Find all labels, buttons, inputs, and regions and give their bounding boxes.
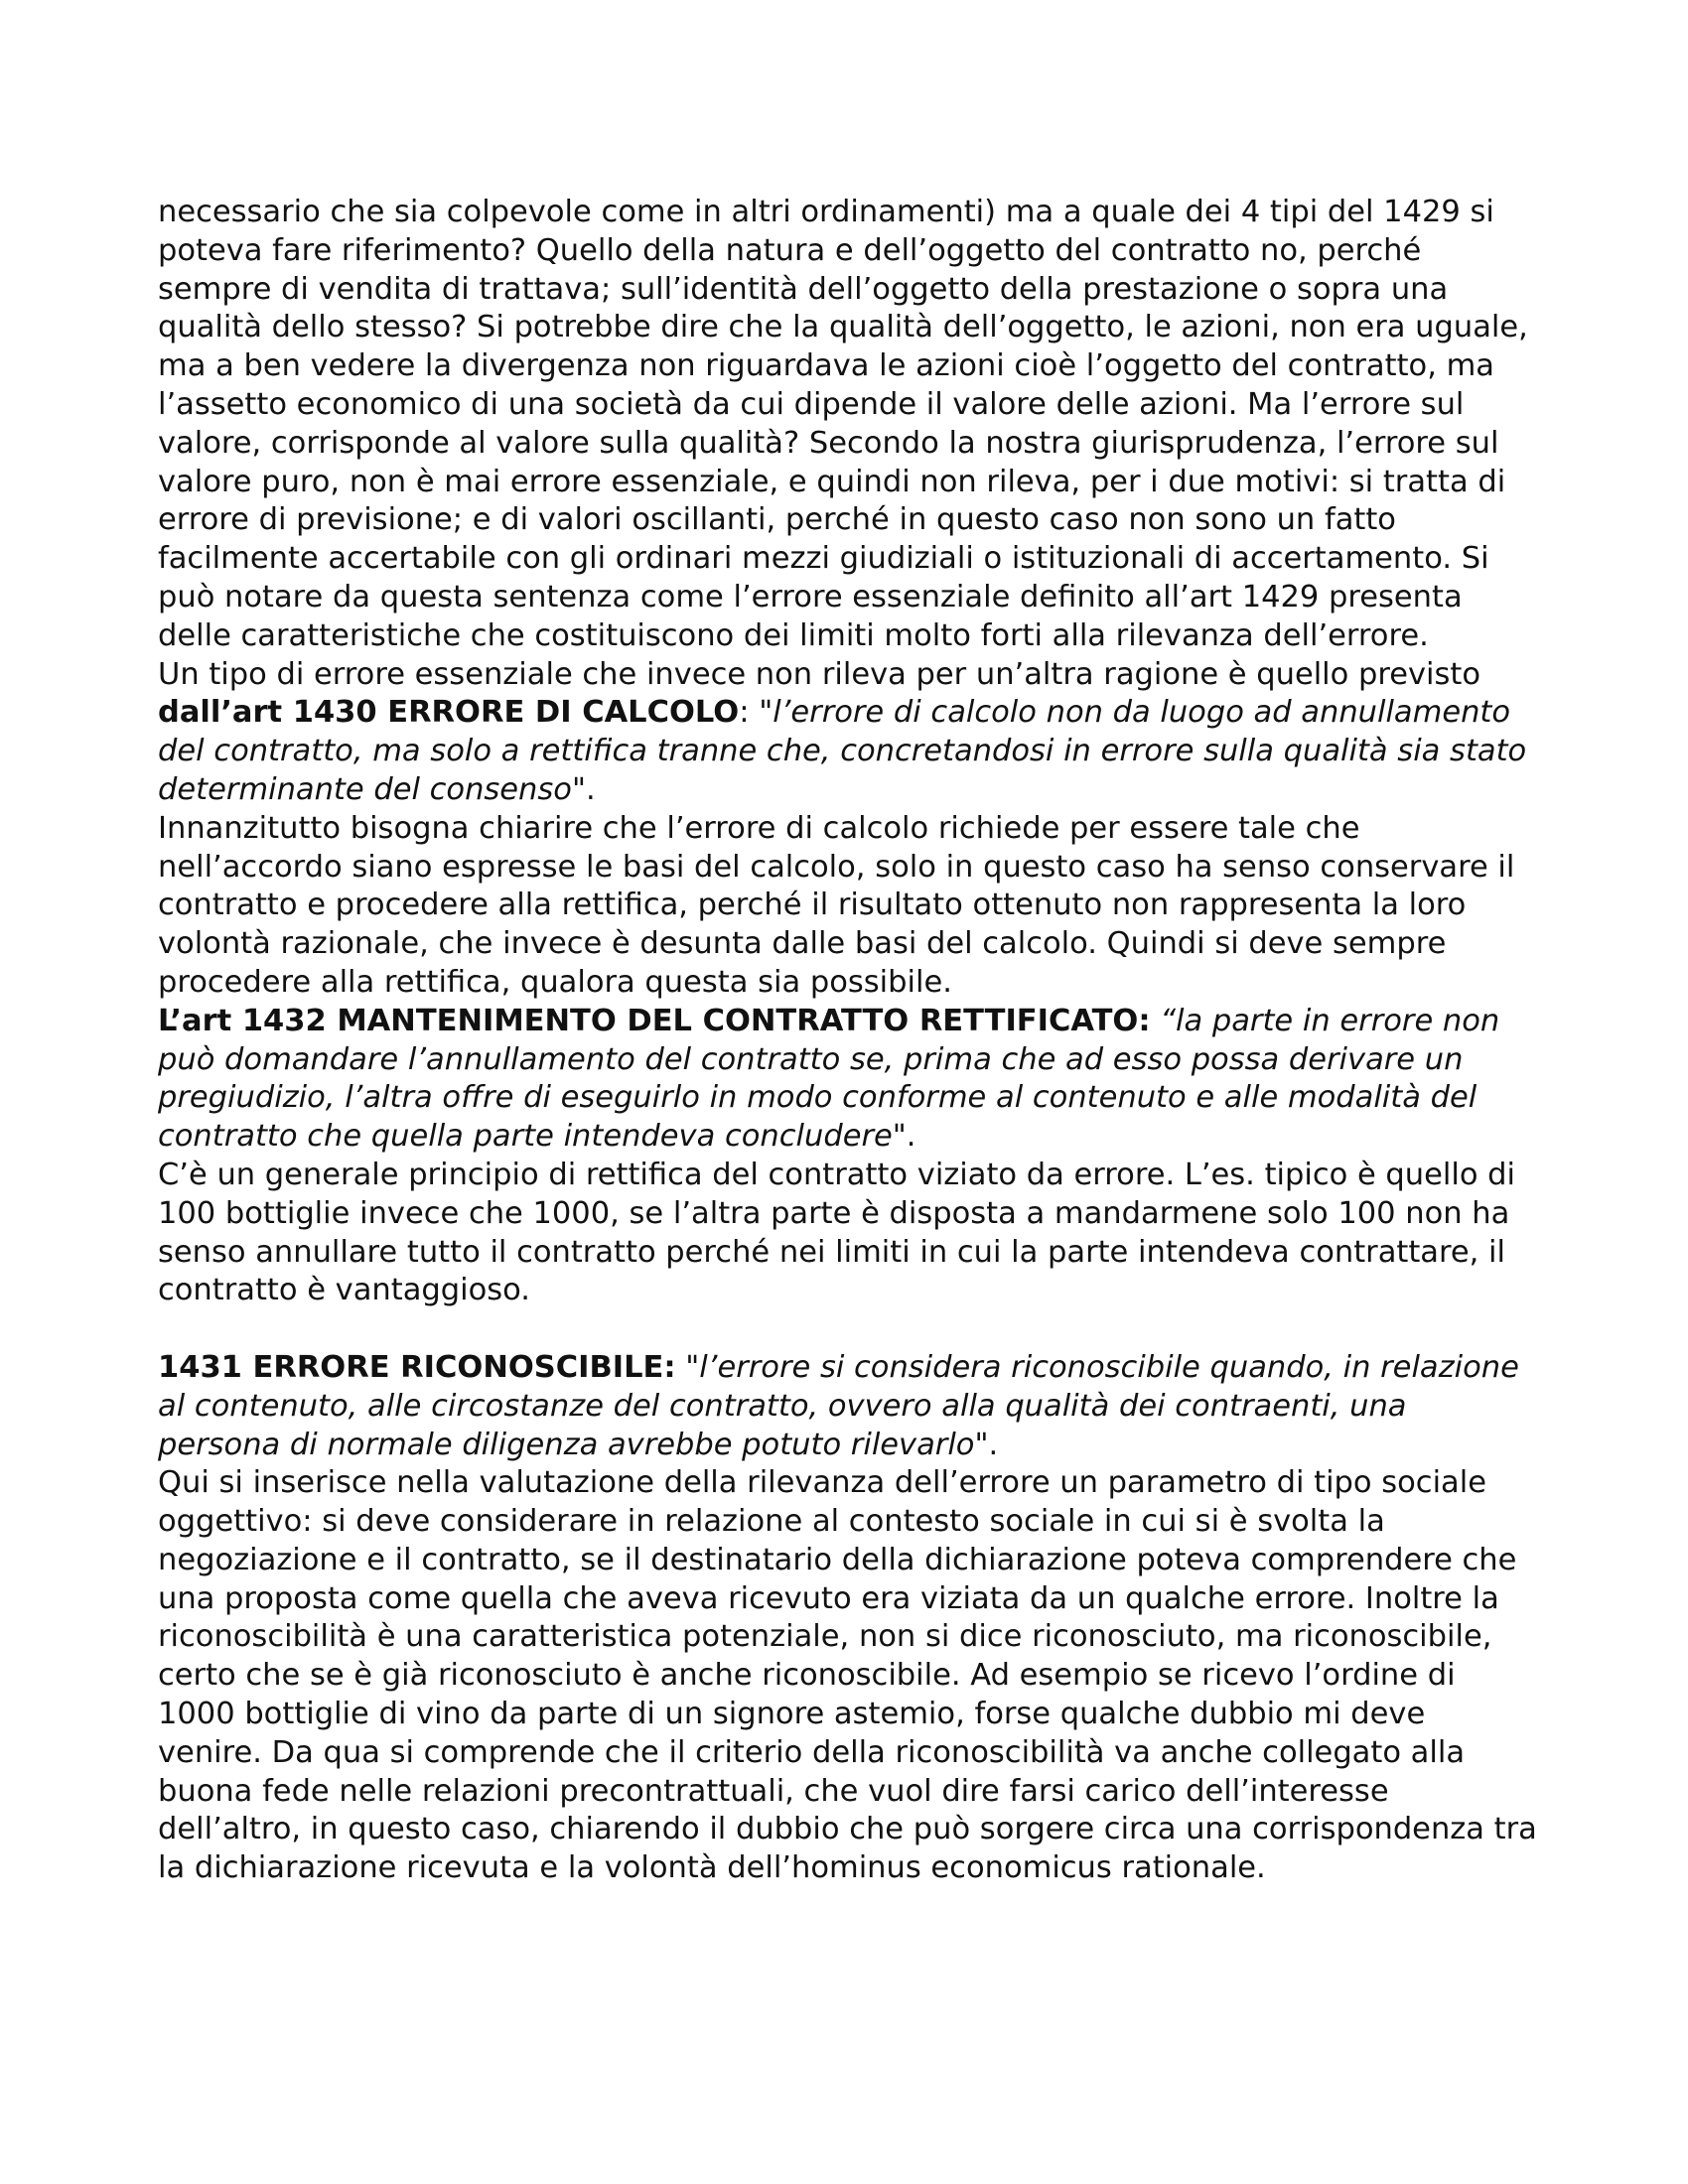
art-1432-quote: “la parte in errore non può domandare l’annullamento del contratto se, prima che ad esso possa derivare un pregiudizio, l’altra offre di eseguirlo in modo conforme al contenuto e alle modalità del contratto che quella parte intendeva concludere — [158, 1003, 1500, 1155]
paragraph-rectification-principle: C’è un generale principio di rettifica del contratto viziato da errore. L’es. tipico è quello di 100 bottiglie invece che 1000, se l’altra parte è disposta a mandarmene solo 100 non ha senso annullare tutto il contratto perché nei limiti in cui la parte intendeva contrattare, il contratto è vantaggioso. — [158, 1157, 1516, 1308]
art-1432-end: ". — [892, 1119, 916, 1155]
paragraph-art-1430 — [158, 656, 1538, 810]
paragraph-error-on-value: necessario che sia colpevole come in altri ordinamenti) ma a quale dei 4 tipi del 1429 si poteva fare riferimento? Quello della natura e dell’oggetto del contratto no, perché sempre di vendita di trattava; sull’identità dell’oggetto della prestazione o sopra una qualità dello stesso? Si potrebbe dire che la qualità dell’oggetto, le azioni, non era uguale, ma a ben vedere la divergenza non riguardava le azioni cioè l’oggetto del contratto, ma l’assetto economico di una società da cui dipende il valore delle azioni. Ma l’errore sul valore, corrisponde al valore sulla qualità? Secondo la nostra giurisprudenza, l’errore sul valore puro, non è mai errore essenziale, e quindi non rileva, per i due motivi: si tratta di errore di previsione; e di valori oscillanti, perché in questo caso non sono un fatto facilmente accertabile con gli ordinari mezzi giudiziali o istituzionali di accertamento. Si può notare da questa sentenza come l’errore essenziale definito all’art 1429 presenta delle caratteristiche che costituiscono dei limiti molto forti alla rilevanza dell’errore. — [158, 195, 1528, 653]
art-1432-heading: L’art 1432 MANTENIMENTO DEL CONTRATTO RETTIFICATO: — [158, 1003, 1151, 1038]
art-1431-heading: 1431 ERRORE RICONOSCIBILE: — [158, 1349, 676, 1385]
paragraph-recognizability: Qui si inserisce nella valutazione della rilevanza dell’errore un parametro di tipo sociale oggettivo: si deve considerare in relazione al contesto sociale in cui si è svolta la negoziazione e il contratto, se il destinatario della dichiarazione poteva comprendere che una proposta come quella che aveva ricevuto era viziata da un qualche errore. Inoltre la riconoscibilità è una caratteristica potenziale, non si dice riconosciuto, ma riconoscibile, certo che se è già riconosciuto è anche riconoscibile. Ad esempio se ricevo l’ordine di 1000 bottiglie di vino da parte di un signore astemio, forse qualche dubbio mi deve venire. Da qua si comprende che il criterio della riconoscibilità va anche collegato alla buona fede nelle relazioni precontrattuali, che vuol dire farsi carico dell’interesse dell’altro, in questo caso, chiarendo il dubbio che può sorgere circa una corrispondenza tra la dichiarazione ricevuta e la volontà dell’hominus economicus rationale. — [158, 1465, 1537, 1886]
paragraph-art-1431 — [158, 1349, 1538, 1464]
art-1431-quote-open: " — [675, 1349, 700, 1385]
art-1431-end: ". — [974, 1427, 999, 1462]
document-page — [158, 194, 1538, 1888]
paragraph-art-1432 — [158, 1003, 1538, 1157]
art-1430-end: ". — [571, 771, 596, 807]
art-1431-quote: l’errore si considera riconoscibile quando, in relazione al contenuto, alle circostanze del contratto, ovvero alla qualità dei contraenti, una persona di normale diligenza avrebbe potuto rilevarlo — [158, 1349, 1519, 1462]
art-1430-quote: l’errore di calcolo non da luogo ad annullamento del contratto, ma solo a rettifica tranne che, concretandosi in errore sulla qualità sia stato determinante del consenso — [158, 695, 1527, 807]
paragraph-gap — [158, 1310, 1538, 1349]
paragraph-calculation-error: Innanzitutto bisogna chiarire che l’errore di calcolo richiede per essere tale che nell’accordo siano espresse le basi del calcolo, solo in questo caso ha senso conservare il contratto e procedere alla rettifica, perché il risultato ottenuto non rappresenta la loro volontà razionale, che invece è desunta dalle basi del calcolo. Quindi si deve sempre procedere alla rettifica, qualora questa sia possibile. — [158, 810, 1515, 1000]
art-1430-colon: : " — [739, 695, 774, 731]
art-1430-intro: Un tipo di errore essenziale che invece non rileva per un’altra ragione è quello previsto — [158, 656, 1481, 692]
art-1430-heading: dall’art 1430 ERRORE DI CALCOLO — [158, 695, 740, 731]
